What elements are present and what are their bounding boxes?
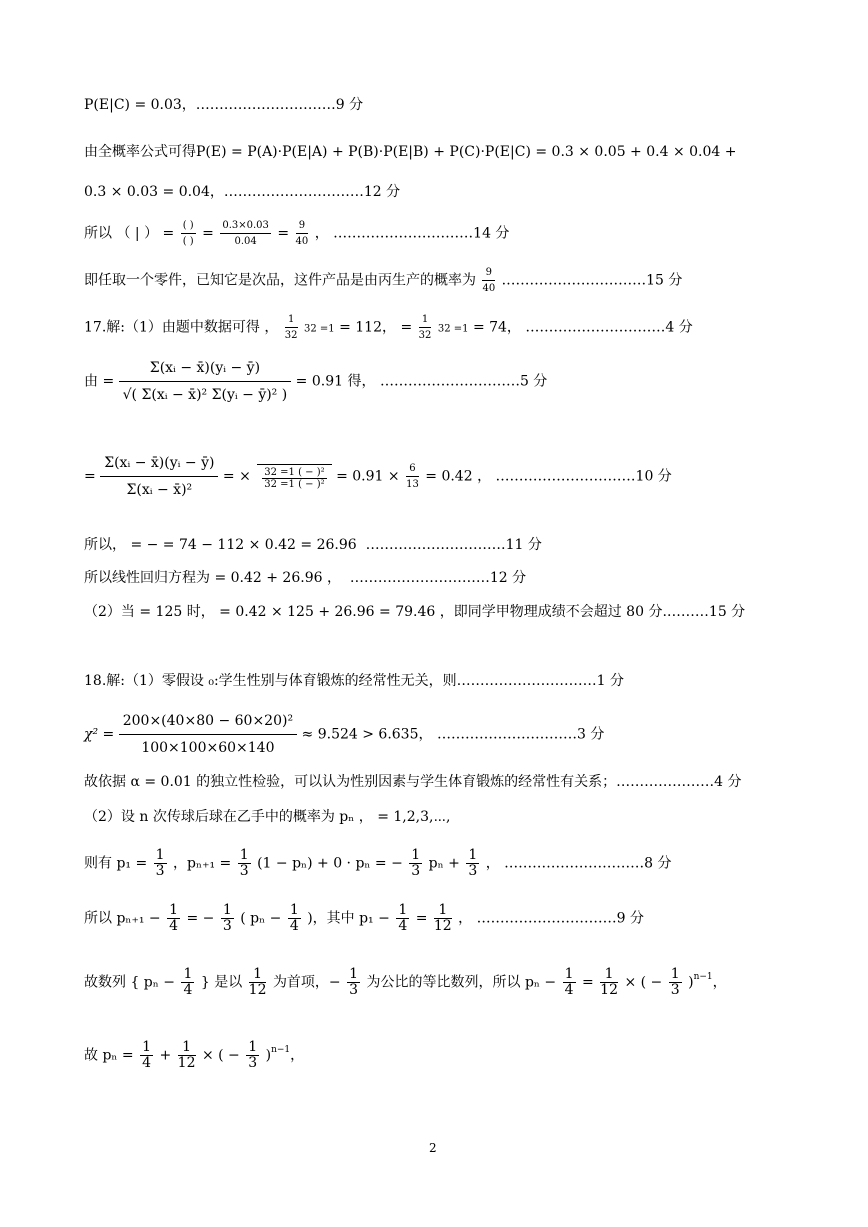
fraction: $\frac{1}{4}$ xyxy=(183,966,193,998)
line-15 xyxy=(84,807,451,827)
line-3 xyxy=(84,182,400,202)
fraction: $\frac{1}{4}$ xyxy=(142,1039,152,1071)
score-3: …………………………3 分 xyxy=(436,726,605,743)
fraction: $\frac{1}{3}$ xyxy=(155,847,165,879)
fraction: $\frac{1}{3}$ xyxy=(222,902,232,934)
math-pec: P(E|C) = 0.03， xyxy=(84,97,196,113)
line-16: 则有 p₁ = $\frac{1}{3}$ ，pₙ₊₁ = $\frac{1}{3}$ (1 − pₙ) + 0 · pₙ = − $\frac{1}{3}$ pₙ + $\frac{1}{3}$ ， …………………………8 分 xyxy=(84,847,672,879)
score-4: …………………………4 分 xyxy=(525,319,693,336)
line-11 xyxy=(84,602,745,622)
fraction: $\frac{9}{40}$ xyxy=(482,267,496,294)
line-8: = $\frac{\text{Σ(xᵢ − x̄)(yᵢ − ȳ)}}{\text{Σ(xᵢ − x̄)²}}$ = × $\frac{\text{32 =1 ( − )²}}{\text{32 =1 ( − )²}}$ = 0.91 × $\frac{6}{13}$ = 0.42 ， …………………………10 分 xyxy=(84,450,672,503)
text-prefix: 由 = xyxy=(84,373,115,390)
line-6: 17.解:（1）由题中数据可得 ， $\frac{1}{32}$ 32 =1 = 112， = $\frac{1}{32}$ 32 =1 = 74， …………………………4 分 xyxy=(84,314,693,341)
line-19: 故 pₙ = $\frac{1}{4}$ + $\frac{1}{12}$ × ( − $\frac{1}{3}$ )$^{n-1}$， xyxy=(84,1039,305,1071)
fraction: $\frac{( )}{( )}$ xyxy=(182,220,194,247)
math-total-prob: P(E) = P(A)·P(E|A) + P(B)·P(E|B) + P(C)·P(E|C) = 0.3 × 0.05 + 0.4 × 0.04 + xyxy=(196,144,737,160)
line-10 xyxy=(84,568,526,588)
fraction: $\frac{1}{4}$ xyxy=(564,966,574,998)
line-18: 故数列 { pₙ − $\frac{1}{4}$ } 是以 $\frac{1}{12}$ 为首项，− $\frac{1}{3}$ 为公比的等比数列，所以 pₙ − $\frac{1}{4}$ = $\frac{1}{12}$ × ( − $\frac{1}{3}$ )$^{n-1}$， xyxy=(84,966,727,998)
fraction: $\frac{1}{4}$ xyxy=(289,902,299,934)
fraction: $\frac{0.3\times 0.03}{0.04}$ xyxy=(222,220,269,247)
line-13: χ² = $\frac{\text{200×(40×80 − 60×20)²}}{100\times 100\times 60\times 140}$ ≈ 9.524 > 6.635， …………………………3 分 xyxy=(84,708,604,761)
text-part2-18: （2）设 n 次传球后球在乙手中的概率为 pₙ ， = 1,2,3,⋯, xyxy=(84,809,451,825)
fraction: $\frac{1}{3}$ xyxy=(248,1039,258,1071)
fraction: $\frac{1}{32}$ xyxy=(284,314,298,341)
line-9 xyxy=(84,535,542,555)
text-prefix: 所以 （ | ） = xyxy=(84,225,175,242)
score-9: …………………………9 分 xyxy=(195,97,364,113)
page-number: 2 xyxy=(429,1141,437,1155)
score-14: …………………………14 分 xyxy=(333,225,510,242)
text-regression: 所以线性回归方程为 = 0.42 + 26.96 ， xyxy=(84,570,341,586)
fraction: $\frac{1}{12}$ xyxy=(177,1039,196,1071)
line-14 xyxy=(84,772,742,792)
text-part2: （2）当 = 125 时， = 0.42 × 125 + 26.96 = 79.46 ，即同学甲物理成绩不会超过 80 分. xyxy=(84,604,667,620)
line-17: 所以 pₙ₊₁ − $\frac{1}{4}$ = − $\frac{1}{3}$ ( pₙ − $\frac{1}{4}$ )，其中 p₁ − $\frac{1}{4}$ = $\frac{1}{12}$ ， …………………………9 分 xyxy=(84,902,644,934)
fraction: $\frac{1}{12}$ xyxy=(433,902,452,934)
score-1: …………………………1 分 xyxy=(456,673,625,689)
fraction: $\frac{6}{13}$ xyxy=(406,463,419,490)
text-18: 18.解:（1）零假设 ₀:学生性别与体育锻炼的经常性无关，则 xyxy=(84,673,457,689)
fraction: $\frac{1}{3}$ xyxy=(468,847,478,879)
line-7: 由 = $\frac{\text{Σ(xᵢ − x̄)(yᵢ − ȳ)}}{\text{√( Σ(xᵢ − x̄)² Σ(yᵢ − ȳ)² )}}$ = 0.91 得， …………………………5 分 xyxy=(84,355,547,408)
text-intercept: 所以， = − = 74 − 112 × 0.42 = 26.96 xyxy=(84,537,357,553)
line-5 xyxy=(84,265,682,296)
score-10: …………………………10 分 xyxy=(495,468,672,485)
score-15b: ………15 分 xyxy=(666,604,746,620)
fraction: $\frac{1}{4}$ xyxy=(398,902,408,934)
line-12 xyxy=(84,671,624,691)
fraction: $\frac{1}{32}$ xyxy=(418,314,432,341)
fraction: $\frac{1}{12}$ xyxy=(248,966,267,998)
fraction: $\frac{1}{3}$ xyxy=(670,966,680,998)
score-9b: …………………………9 分 xyxy=(476,910,644,927)
line-2 xyxy=(84,142,736,162)
fraction: $\frac{1}{12}$ xyxy=(600,966,618,998)
score-12: …………………………12 分 xyxy=(223,184,401,200)
text-total-prob: 由全概率公式可得 xyxy=(84,144,196,160)
fraction: $\frac{1}{3}$ xyxy=(239,847,249,879)
correlation-fraction: $\frac{\text{Σ(xᵢ − x̄)(yᵢ − ȳ)}}{\text{√( Σ(xᵢ − x̄)² Σ(yᵢ − ȳ)² )}}$ xyxy=(119,355,292,408)
fraction: $\frac{1}{3}$ xyxy=(411,847,421,879)
fraction: $\frac{1}{3}$ xyxy=(349,966,359,998)
score-4b: …………………4 分 xyxy=(616,774,742,790)
sqrt-expression: $\frac{\text{32 =1 ( − )²}}{\text{32 =1 ( − )²}}$ xyxy=(257,464,331,490)
slope-fraction: $\frac{\text{Σ(xᵢ − x̄)(yᵢ − ȳ)}}{\text{Σ(xᵢ − x̄)²}}$ xyxy=(100,450,218,503)
text-conclusion: 即任取一个零件，已知它是次品，这件产品是由丙生产的概率为 xyxy=(84,272,476,289)
score-11: …………………………11 分 xyxy=(365,537,542,553)
line-1 xyxy=(84,95,363,115)
fraction: $\frac{1}{4}$ xyxy=(169,902,179,934)
score-8: …………………………8 分 xyxy=(504,855,672,872)
line-4: 所以 （ | ） = $\frac{( )}{( )}$ = $\frac{0.3\times 0.03}{0.04}$ = $\frac{9}{40}$ ， …………………………14 分 xyxy=(84,220,510,247)
text-independence: 故依据 α = 0.01 的独立性检验，可以认为性别因素与学生体育锻炼的经常性有关系； xyxy=(84,774,617,790)
text-17: 17.解:（1）由题中数据可得 ， xyxy=(84,319,279,336)
math-result: 0.3 × 0.03 = 0.04， xyxy=(84,184,224,200)
score-12b: …………………………12 分 xyxy=(349,570,527,586)
fraction: $\frac{9}{40}$ xyxy=(295,220,309,247)
score-15: .…………………………15 分 xyxy=(501,272,683,289)
score-5: …………………………5 分 xyxy=(379,373,548,390)
chi-square-fraction: $\frac{\text{200×(40×80 − 60×20)²}}{100\times 100\times 60\times 140}$ xyxy=(119,708,297,761)
